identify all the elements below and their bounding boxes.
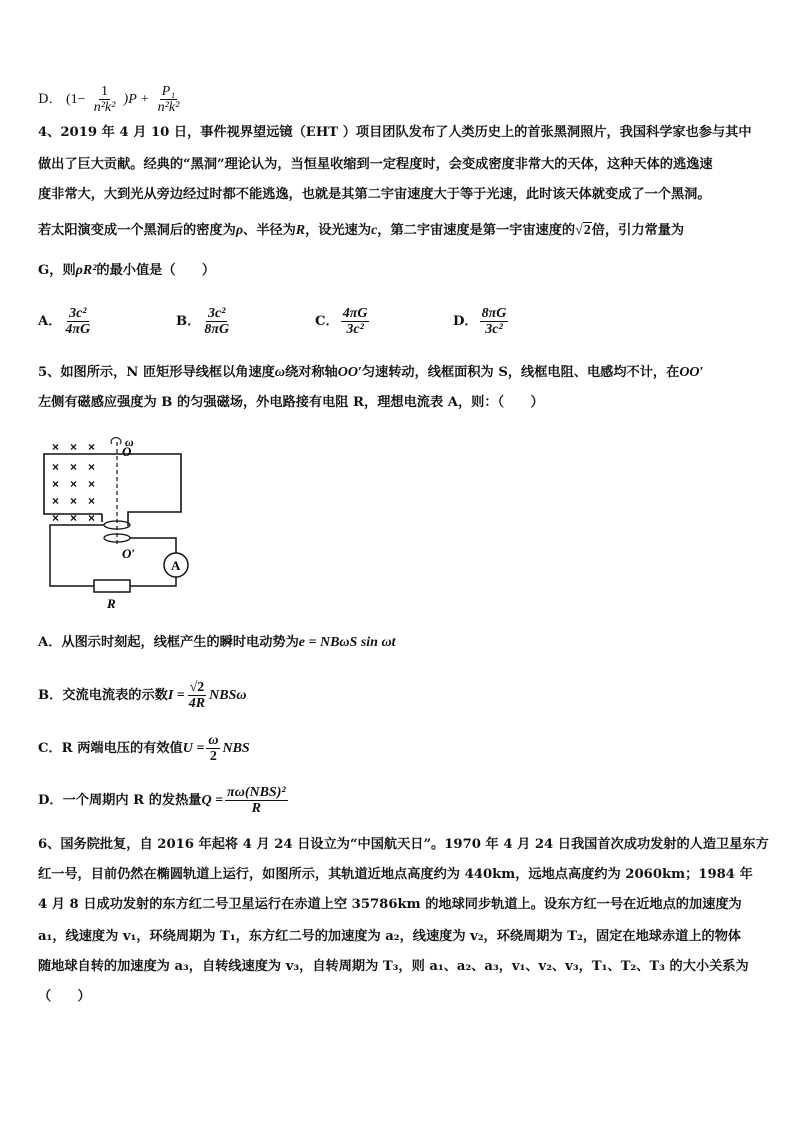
math-rho: ρ bbox=[235, 223, 244, 238]
text: ，第二宇宙速度是第一宇宙速度的 bbox=[377, 223, 576, 238]
q5-line1 bbox=[38, 364, 703, 382]
fraction-den: n²k² bbox=[157, 100, 180, 115]
wire-external-bottom bbox=[130, 577, 176, 586]
fraction-num: ω bbox=[208, 733, 219, 748]
q4-option-b bbox=[176, 306, 233, 337]
q5-option-c bbox=[38, 733, 250, 764]
q6-line3: 4 月 8 日成功发射的东方红二号卫星运行在赤道上空 35786km 的地球同步轨道上。设东方红一号在近地点的加速度为 bbox=[38, 897, 742, 912]
math-sqrt2: 2 bbox=[583, 223, 591, 238]
fraction-den: 4R bbox=[188, 696, 206, 711]
text: 倍，引力常量为 bbox=[591, 223, 685, 238]
field-cross: × bbox=[70, 440, 78, 454]
wire-external-right bbox=[130, 538, 176, 553]
math-lhs: I = bbox=[167, 688, 185, 703]
math-axis: OO′ bbox=[337, 365, 362, 380]
text: 绕对称轴 bbox=[284, 365, 338, 380]
text: 匀速转动，线框面积为 S，线框电阻、电感均不计，在 bbox=[361, 365, 680, 380]
fraction-num: 8πG bbox=[481, 306, 507, 321]
q6-line2: 红一号，目前仍然在椭圆轨道上运行，如图所示，其轨道近地点高度约为 440km，远地点高度约为 2060km；1984 年 bbox=[38, 867, 753, 882]
circuit-figure bbox=[36, 434, 196, 614]
text: 、半径为 bbox=[243, 223, 296, 238]
text: G，则 bbox=[38, 263, 76, 278]
magnetic-field bbox=[52, 440, 95, 525]
expr-part: )P + bbox=[123, 92, 150, 107]
math-omega: ω bbox=[274, 365, 285, 380]
field-cross: × bbox=[52, 477, 60, 491]
field-cross: × bbox=[88, 477, 96, 491]
text: D．一个周期内 R 的发热量 bbox=[38, 793, 202, 808]
q6-line1: 6、国务院批复，自 2016 年起将 4 月 24 日设立为“中国航天日”。1970 年 4 月 24 日我国首次成功发射的人造卫星东方 bbox=[38, 837, 769, 852]
fraction-den: 8πG bbox=[204, 322, 230, 337]
fraction-num: 3c² bbox=[208, 306, 226, 321]
field-cross: × bbox=[52, 440, 60, 454]
text: A．从图示时刻起，线框产生的瞬时电动势为 bbox=[38, 635, 299, 650]
field-cross: × bbox=[70, 494, 78, 508]
field-cross: × bbox=[88, 494, 96, 508]
q6-line5: 随地球自转的加速度为 a₃，自转线速度为 v₃，自转周期为 T₃，则 a₁、a₂、a₃，v₁、v₂、v₃，T₁、T₂、T₃ 的大小关系为 bbox=[38, 959, 749, 974]
q5-line2: 左侧有磁感应强度为 B 的匀强磁场，外电路接有电阻 R，理想电流表 A，则：（ ） bbox=[38, 395, 544, 410]
fraction-num: P₁ bbox=[161, 84, 176, 99]
option-label: B． bbox=[176, 314, 201, 329]
q4-line3: 度非常大，大到光从旁边经过时都不能逃逸，也就是其第二宇宙速度大于等于光速，此时该天体就变成了一个黑洞。 bbox=[38, 187, 711, 202]
fraction-den: 2 bbox=[209, 749, 217, 764]
text: C．R 两端电压的有效值 bbox=[38, 741, 183, 756]
q5-option-d bbox=[38, 785, 290, 816]
text: 5、如图所示，N 匝矩形导线框以角速度 bbox=[38, 365, 275, 380]
label-o-prime: O′ bbox=[122, 546, 136, 561]
math-tail: NBS bbox=[222, 741, 250, 756]
q4-line1: 4、2019 年 4 月 10 日，事件视界望远镜（EHT ）项目团队发布了人类历史上的首张黑洞照片，我国科学家也参与其中 bbox=[38, 125, 752, 140]
rotation-arrow-icon bbox=[111, 438, 121, 444]
option-label: A． bbox=[38, 314, 62, 329]
text: B．交流电流表的示数 bbox=[38, 688, 168, 703]
fraction-den: 3c² bbox=[485, 322, 503, 337]
math-axis: OO′ bbox=[679, 365, 704, 380]
field-cross: × bbox=[88, 440, 96, 454]
field-cross: × bbox=[52, 460, 60, 474]
q4-option-c bbox=[315, 306, 371, 337]
math-lhs: Q = bbox=[201, 793, 224, 808]
field-cross: × bbox=[88, 460, 96, 474]
q4-line5 bbox=[38, 262, 215, 280]
fraction-den: n²k² bbox=[93, 100, 116, 115]
resistor-label: R bbox=[107, 596, 116, 611]
field-cross: × bbox=[70, 477, 78, 491]
math-tail: NBSω bbox=[209, 688, 247, 703]
q6-line4: a₁，线速度为 v₁，环绕周期为 T₁，东方红二号的加速度为 a₂，线速度为 v₂，环绕周期为 T₂，固定在地球赤道上的物体 bbox=[38, 929, 742, 944]
field-cross: × bbox=[70, 460, 78, 474]
field-cross: × bbox=[52, 511, 60, 525]
math-expr: ρR² bbox=[75, 263, 97, 278]
q4-line2: 做出了巨大贡献。经典的“黑洞”理论认为，当恒星收缩到一定程度时，会变成密度非常大的天体，这种天体的逃逸速 bbox=[38, 157, 713, 172]
fraction-num: 1 bbox=[101, 84, 109, 99]
prev-option-d bbox=[38, 84, 183, 115]
label-omega: ω bbox=[125, 435, 134, 449]
math-expr: e = NBωS sin ωt bbox=[298, 635, 396, 650]
fraction-den: R bbox=[251, 801, 261, 816]
fraction bbox=[92, 84, 118, 115]
option-label: D． bbox=[38, 92, 62, 107]
option-label: C． bbox=[315, 314, 339, 329]
q5-option-b bbox=[38, 680, 246, 711]
q4-option-a bbox=[38, 306, 94, 337]
field-cross: × bbox=[52, 494, 60, 508]
field-cross: × bbox=[88, 511, 96, 525]
fraction-num: 3c² bbox=[69, 306, 87, 321]
text: 的最小值是（ ） bbox=[96, 263, 216, 278]
option-label: D． bbox=[453, 314, 478, 329]
field-cross: × bbox=[70, 511, 78, 525]
q4-line4: 若太阳演变成一个黑洞后的密度为ρ、半径为R，设光速为c，第二宇宙速度是第一宇宙速度的√2倍，引力常量为 bbox=[38, 223, 685, 238]
text: 若太阳演变成一个黑洞后的密度为 bbox=[38, 223, 236, 238]
q5-option-a bbox=[38, 634, 395, 652]
wire-external-left bbox=[50, 525, 104, 586]
label-o: O bbox=[122, 444, 132, 459]
wire-loop bbox=[44, 454, 181, 526]
expr-part: (1− bbox=[65, 92, 86, 107]
fraction-num: πω(NBS)² bbox=[227, 785, 286, 800]
resistor bbox=[94, 580, 130, 592]
fraction-num: 4πG bbox=[342, 306, 368, 321]
math-c: c bbox=[371, 223, 378, 238]
q6-line6: （ ） bbox=[38, 989, 91, 1004]
math-r: R bbox=[295, 223, 306, 238]
fraction bbox=[156, 84, 182, 115]
fraction-den: 3c² bbox=[346, 322, 364, 337]
math-lhs: U = bbox=[182, 741, 205, 756]
fraction-den: 4πG bbox=[65, 322, 91, 337]
q4-option-d bbox=[453, 306, 510, 337]
fraction-num: √2 bbox=[189, 680, 205, 695]
text: ，设光速为 bbox=[305, 223, 372, 238]
ammeter-label: A bbox=[171, 558, 181, 573]
